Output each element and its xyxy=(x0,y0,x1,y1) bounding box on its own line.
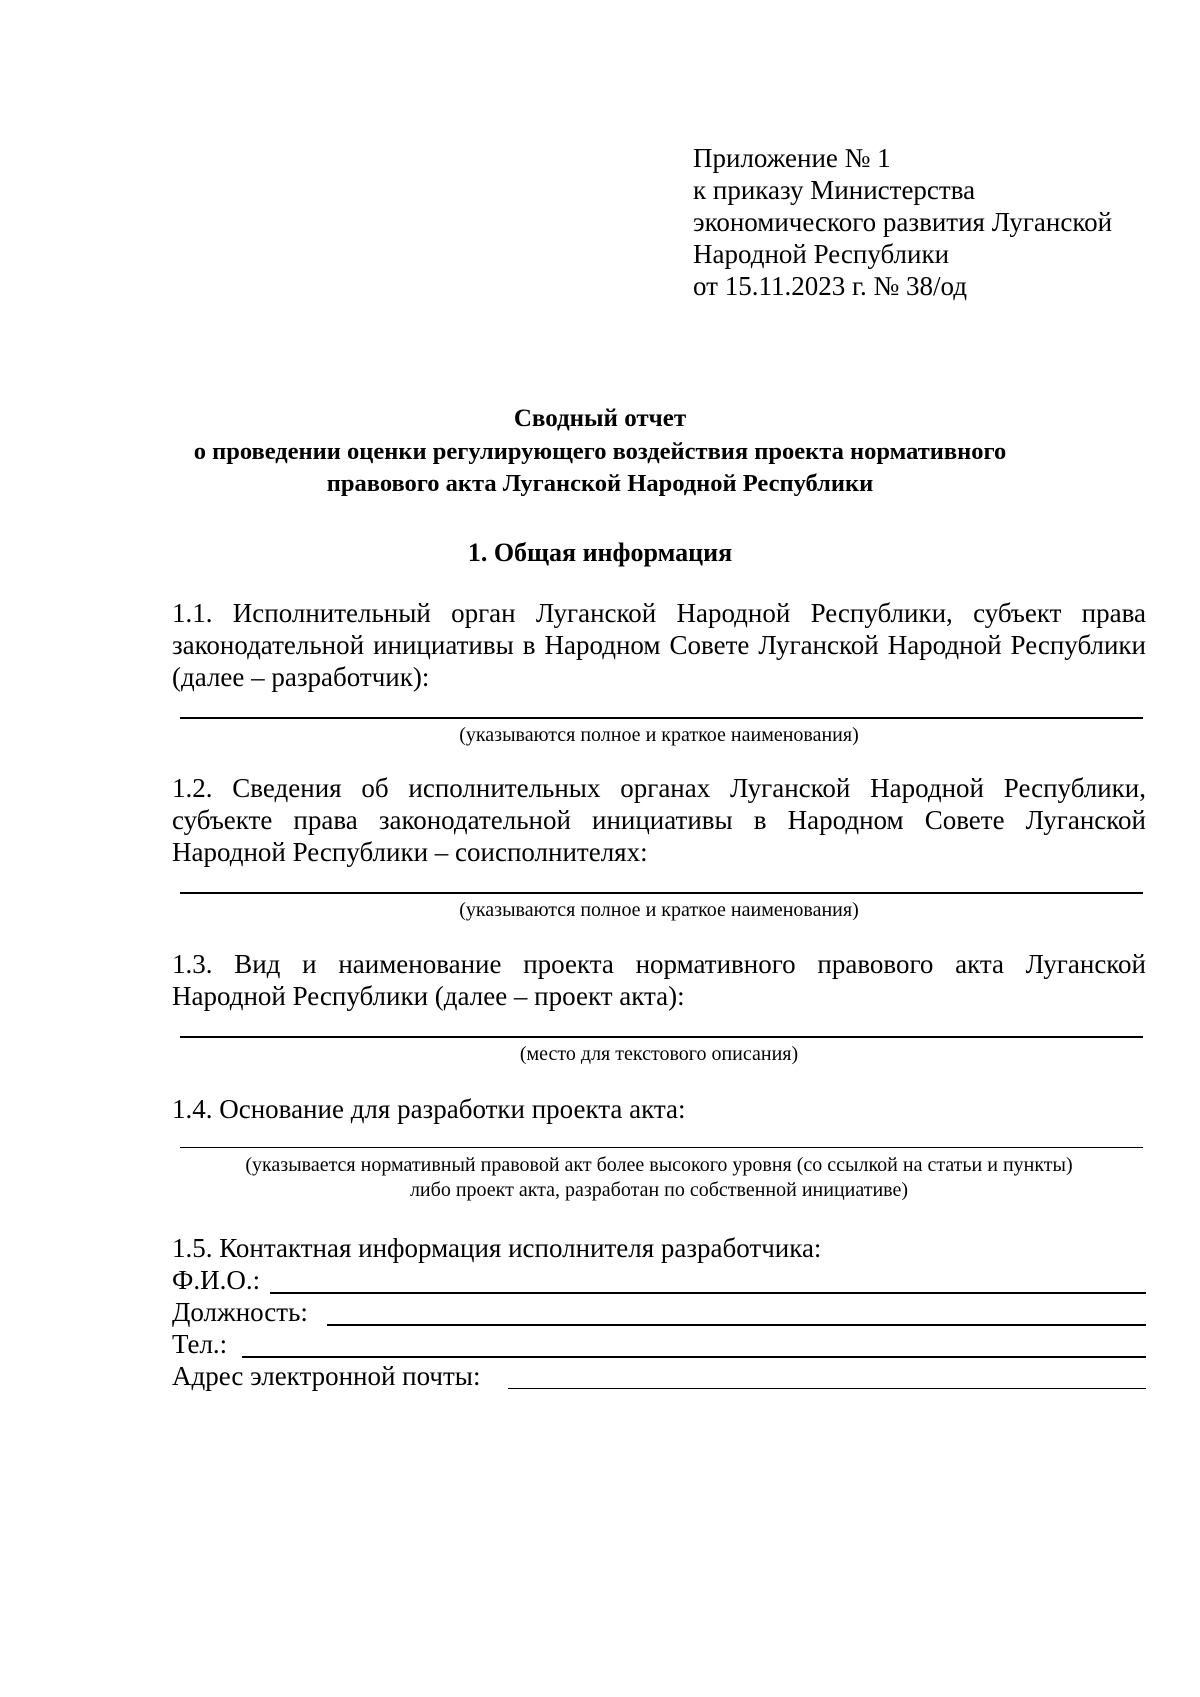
item-1-4-text: 1.4. Основание для разработки проекта акта: xyxy=(172,1094,686,1124)
section-heading: 1. Общая информация xyxy=(467,538,733,567)
appendix-line: экономического развития Луганской xyxy=(693,207,1113,237)
contact-row-position xyxy=(172,1296,1146,1328)
appendix-line: Приложение № 1 xyxy=(693,143,891,173)
contact-row-phone xyxy=(172,1328,1146,1360)
subtitle-line: правового акта Луганской Народной Республики xyxy=(326,470,874,497)
position-field[interactable] xyxy=(327,1324,1146,1326)
contact-label-name: Ф.И.О.: xyxy=(172,1265,261,1295)
item-1-3-text: 1.3. Вид и наименование проекта нормативного правового акта Луганской Народной Республики (далее – проект акта): xyxy=(172,949,1146,1011)
item-1-1-fill-line[interactable] xyxy=(180,717,1143,719)
item-1-4-note xyxy=(172,1153,1146,1203)
subtitle-line: о проведении оценки регулирующего воздействия проекта нормативного xyxy=(193,438,1007,465)
appendix-block xyxy=(693,142,1173,302)
item-1-4-fill-line[interactable] xyxy=(180,1147,1143,1148)
appendix-line: от 15.11.2023 г. № 38/од xyxy=(693,271,967,301)
appendix-line: Народной Республики xyxy=(693,239,950,269)
contact-label-position: Должность: xyxy=(172,1297,308,1327)
document-title: Сводный отчет xyxy=(513,405,687,432)
item-1-1-note: (указываются полное и краткое наименования) xyxy=(459,724,859,746)
contact-row-name xyxy=(172,1264,1146,1296)
email-field[interactable] xyxy=(508,1388,1146,1389)
item-1-3-fill-line[interactable] xyxy=(180,1036,1143,1038)
item-1-2-note: (указываются полное и краткое наименования) xyxy=(459,899,859,921)
item-1-1-text: 1.1. Исполнительный орган Луганской Народной Республики, субъект права законодательной инициативы в Народном Совете Луганской Народной Республики (далее – разработчик): xyxy=(172,598,1146,692)
item-1-2-fill-line[interactable] xyxy=(180,892,1143,894)
note-line: либо проект акта, разработан по собственной инициативе) xyxy=(409,1179,909,1201)
document-subtitle xyxy=(150,436,1050,500)
contact-label-email: Адрес электронной почты: xyxy=(172,1361,481,1391)
contact-row-email xyxy=(172,1360,1146,1392)
name-field[interactable] xyxy=(270,1292,1146,1294)
contact-label-phone: Тел.: xyxy=(172,1329,228,1359)
item-1-2-text: 1.2. Сведения об исполнительных органах Луганской Народной Республики, субъекте права законодательной инициативы в Народном Совете Луганской Народной Республики – соисполнителях: xyxy=(172,773,1146,867)
contact-heading: 1.5. Контактная информация исполнителя разработчика: xyxy=(172,1233,822,1263)
item-1-3-note: (место для текстового описания) xyxy=(519,1043,799,1065)
phone-field[interactable] xyxy=(242,1356,1146,1358)
note-line: (указывается нормативный правовой акт более высокого уровня (со ссылкой на статьи и пункты) xyxy=(245,1154,1073,1176)
appendix-line: к приказу Министерства xyxy=(693,175,976,205)
